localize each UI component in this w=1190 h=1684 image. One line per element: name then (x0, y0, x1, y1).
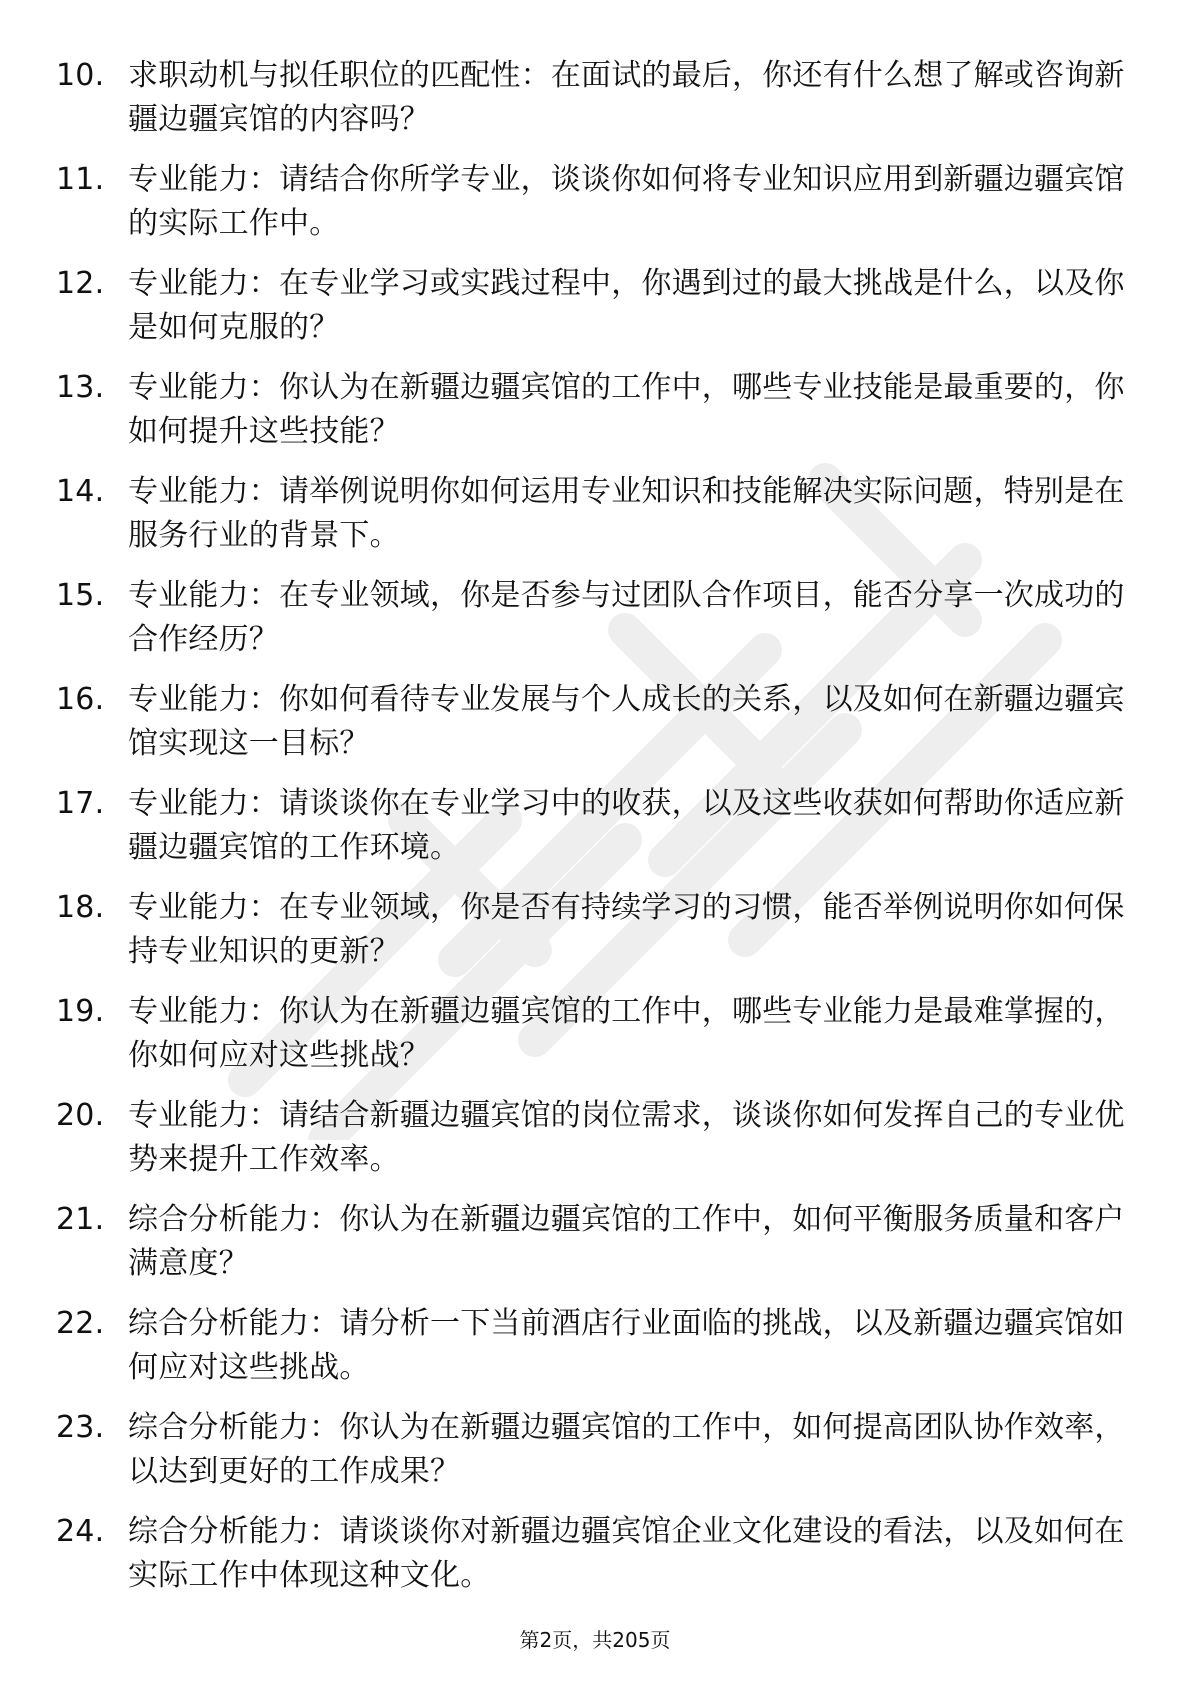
question-item (56, 574, 1136, 678)
question-number: 12. (56, 266, 105, 301)
question-number: 21. (56, 1202, 105, 1237)
question-item (56, 886, 1136, 990)
question-number: 15. (56, 578, 105, 613)
question-list (56, 54, 1136, 1614)
question-number: 17. (56, 786, 105, 821)
question-number: 23. (56, 1410, 105, 1445)
question-item (56, 678, 1136, 782)
question-item (56, 1302, 1136, 1406)
question-item (56, 782, 1136, 886)
question-item (56, 1094, 1136, 1198)
question-text: 综合分析能力：请分析一下当前酒店行业面临的挑战，以及新疆边疆宾馆如何应对这些挑战。 (128, 1306, 1125, 1385)
question-number: 16. (56, 682, 105, 717)
question-item (56, 1406, 1136, 1510)
question-text: 专业能力：你如何看待专业发展与个人成长的关系，以及如何在新疆边疆宾馆实现这一目标？ (128, 682, 1125, 761)
question-item (56, 1198, 1136, 1302)
question-number: 20. (56, 1098, 105, 1133)
question-text: 求职动机与拟任职位的匹配性：在面试的最后，你还有什么想了解或咨询新疆边疆宾馆的内容吗？ (128, 58, 1125, 137)
question-text: 综合分析能力：你认为在新疆边疆宾馆的工作中，如何提高团队协作效率，以达到更好的工作成果？ (128, 1410, 1125, 1489)
question-text: 综合分析能力：你认为在新疆边疆宾馆的工作中，如何平衡服务质量和客户满意度？ (128, 1202, 1125, 1281)
question-number: 14. (56, 474, 105, 509)
page-footer (0, 1624, 1190, 1653)
question-text: 专业能力：在专业学习或实践过程中，你遇到过的最大挑战是什么，以及你是如何克服的？ (128, 266, 1125, 345)
page-number-label: 第2页，共205页 (519, 1628, 671, 1652)
question-text: 专业能力：在专业领域，你是否参与过团队合作项目，能否分享一次成功的合作经历？ (128, 578, 1125, 657)
question-item (56, 470, 1136, 574)
question-number: 24. (56, 1514, 105, 1549)
question-text: 专业能力：请结合你所学专业，谈谈你如何将专业知识应用到新疆边疆宾馆的实际工作中。 (128, 162, 1125, 241)
question-item (56, 262, 1136, 366)
question-number: 22. (56, 1306, 105, 1341)
question-text: 专业能力：在专业领域，你是否有持续学习的习惯，能否举例说明你如何保持专业知识的更新？ (128, 890, 1125, 969)
question-number: 10. (56, 58, 105, 93)
question-item (56, 1510, 1136, 1614)
question-number: 18. (56, 890, 105, 925)
question-number: 13. (56, 370, 105, 405)
question-item (56, 990, 1136, 1094)
question-number: 19. (56, 994, 105, 1029)
question-text: 专业能力：请结合新疆边疆宾馆的岗位需求，谈谈你如何发挥自己的专业优势来提升工作效率。 (128, 1098, 1125, 1177)
question-text: 综合分析能力：请谈谈你对新疆边疆宾馆企业文化建设的看法，以及如何在实际工作中体现这种文化。 (128, 1514, 1125, 1593)
question-number: 11. (56, 162, 105, 197)
question-item (56, 158, 1136, 262)
question-item (56, 54, 1136, 158)
question-text: 专业能力：你认为在新疆边疆宾馆的工作中，哪些专业技能是最重要的，你如何提升这些技能？ (128, 370, 1125, 449)
question-text: 专业能力：请举例说明你如何运用专业知识和技能解决实际问题，特别是在服务行业的背景下。 (128, 474, 1125, 553)
question-text: 专业能力：你认为在新疆边疆宾馆的工作中，哪些专业能力是最难掌握的，你如何应对这些挑战？ (128, 994, 1125, 1073)
question-item (56, 366, 1136, 470)
question-text: 专业能力：请谈谈你在专业学习中的收获，以及这些收获如何帮助你适应新疆边疆宾馆的工作环境。 (128, 786, 1125, 865)
